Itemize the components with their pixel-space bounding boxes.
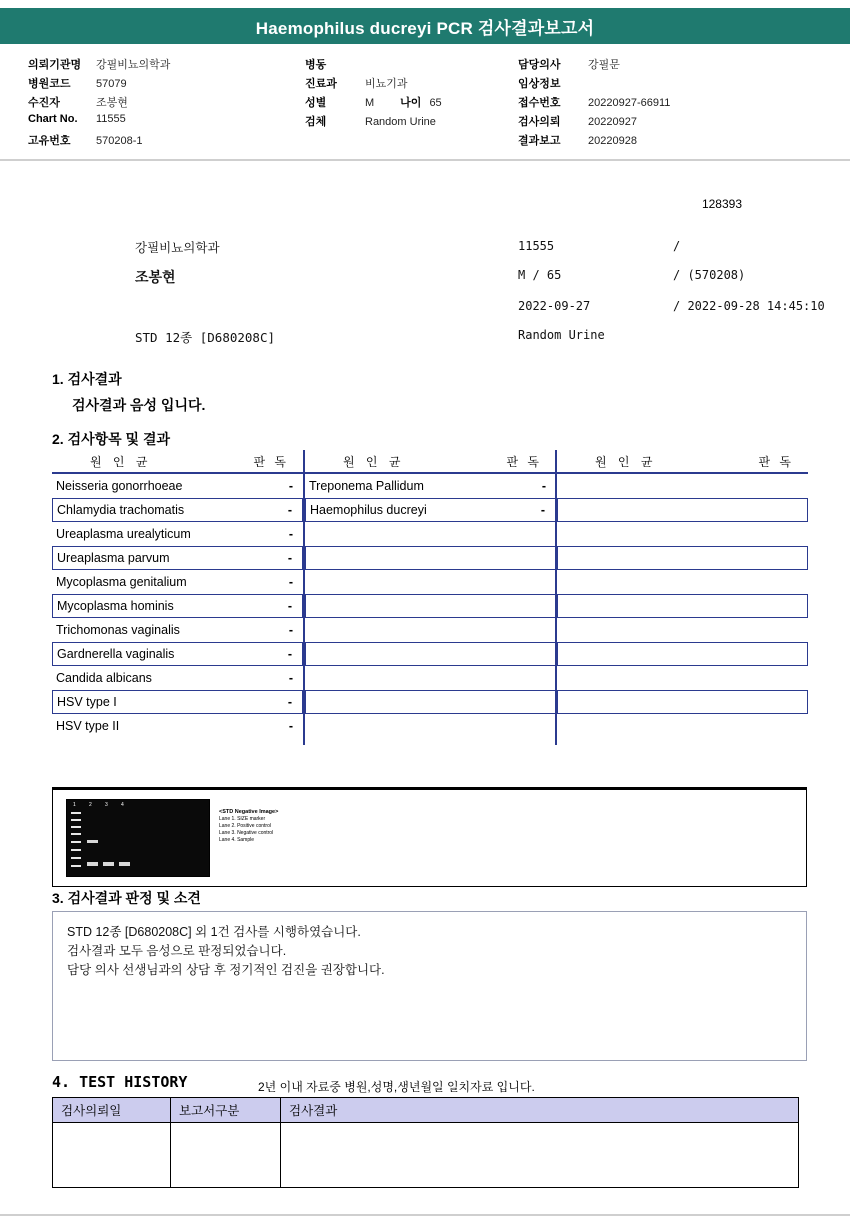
patient-info-column-1 — [28, 56, 170, 151]
table-row — [52, 642, 303, 666]
gel-band-primer — [103, 862, 114, 866]
gel-caption-line: Lane 4. Sample — [219, 837, 255, 843]
opinion-box — [52, 911, 807, 1061]
info-value: 20220927 — [588, 116, 637, 128]
history-column-header: 보고서구분 — [171, 1098, 281, 1123]
summary-request-date: 2022-09-27 — [518, 299, 591, 313]
organism-result: - — [287, 695, 292, 709]
gel-band-primer — [87, 862, 98, 866]
organism-name: Candida albicans — [56, 671, 152, 685]
info-value: 비뇨기과 — [365, 78, 408, 90]
page-title: Haemophilus ducreyi PCR 검사결과보고서 — [255, 18, 595, 38]
table-row — [557, 522, 808, 546]
results-table — [52, 450, 809, 745]
gel-caption-line: Lane 2. Positive control — [219, 823, 271, 829]
info-label: 수진자 — [28, 97, 60, 109]
table-row — [557, 546, 808, 570]
results-column-header — [305, 450, 556, 474]
table-row — [305, 546, 556, 570]
summary-department: 강필비뇨의학과 — [135, 241, 220, 255]
summary-report-datetime: / 2022-09-28 14:45:10 — [673, 299, 825, 313]
organism-result: - — [541, 479, 546, 493]
section-4-note: 2년 이내 자료중 병원,성명,생년월일 일치자료 입니다. — [258, 1080, 535, 1094]
gel-lane-label: 1 — [73, 802, 76, 808]
results-column-1 — [52, 450, 303, 738]
table-row — [52, 498, 303, 522]
info-label: 의뢰기관명 — [28, 59, 82, 71]
info-label: 검체 — [305, 116, 327, 128]
info-label: 검사의뢰 — [518, 116, 561, 128]
gel-band-positive — [87, 840, 98, 843]
history-cell — [281, 1123, 799, 1188]
table-row — [305, 618, 556, 642]
age-value: 65 — [429, 97, 442, 109]
table-row — [557, 714, 808, 738]
info-value: 강필비뇨의학과 — [96, 59, 171, 71]
info-label: Chart No. — [28, 113, 78, 125]
opinion-line: STD 12종 [D680208C] 외 1건 검사를 시행하였습니다. — [67, 925, 361, 939]
history-cell — [53, 1123, 171, 1188]
info-label: 결과보고 — [518, 135, 561, 147]
table-row — [557, 498, 808, 522]
section-2-title: 2. 검사항목 및 결과 — [52, 431, 171, 447]
organism-name: Treponema Pallidum — [309, 479, 424, 493]
info-value: M — [365, 97, 375, 109]
gel-lane-label: 2 — [89, 802, 92, 808]
table-row — [557, 690, 808, 714]
table-row — [52, 474, 303, 498]
info-label: 병원코드 — [28, 78, 71, 90]
organism-result: - — [288, 671, 293, 685]
info-value: 강필문 — [588, 59, 620, 71]
patient-info-block — [0, 44, 850, 161]
gel-lane-label: 4 — [121, 802, 124, 808]
organism-result: - — [287, 551, 292, 565]
section-4-title: 4. TEST HISTORY — [52, 1073, 188, 1091]
organism-result: - — [288, 479, 293, 493]
table-row — [305, 642, 556, 666]
table-row — [305, 498, 556, 522]
info-value: 57079 — [96, 78, 127, 90]
table-row — [52, 618, 303, 642]
info-row — [518, 94, 671, 109]
info-label: 임상정보 — [518, 78, 561, 90]
header-reading: 판 독 — [253, 454, 289, 469]
table-row — [305, 570, 556, 594]
info-row — [518, 75, 670, 90]
organism-result: - — [288, 527, 293, 541]
info-value: 20220928 — [588, 135, 637, 147]
organism-result: - — [287, 503, 292, 517]
info-row — [28, 94, 170, 109]
info-label: 담당의사 — [518, 59, 561, 71]
table-row — [305, 594, 556, 618]
info-row — [518, 113, 670, 128]
info-value: Random Urine — [365, 116, 436, 128]
table-row — [305, 474, 556, 498]
table-row — [305, 522, 556, 546]
patient-info-column-2 — [305, 56, 442, 132]
table-row — [557, 618, 808, 642]
results-column-2 — [305, 450, 556, 738]
table-row — [52, 570, 303, 594]
organism-name: Neisseria gonorrhoeae — [56, 479, 183, 493]
info-row-sex-age — [305, 94, 442, 109]
organism-name: Trichomonas vaginalis — [56, 623, 180, 637]
table-row — [52, 594, 303, 618]
organism-name: Ureaplasma urealyticum — [56, 527, 191, 541]
age-label: 나이 — [400, 97, 422, 109]
organism-name: Gardnerella vaginalis — [57, 647, 175, 661]
section-1-result-text: 검사결과 음성 입니다. — [72, 397, 206, 413]
summary-test-code: STD 12종 [D680208C] — [135, 330, 276, 345]
header-reading: 판 독 — [506, 454, 542, 469]
results-column-3 — [557, 450, 808, 738]
organism-result: - — [540, 503, 545, 517]
info-row — [518, 56, 670, 71]
table-row — [52, 690, 303, 714]
info-value: 570208-1 — [96, 135, 143, 147]
gel-caption — [217, 808, 341, 845]
summary-birth: / (570208) — [673, 268, 746, 282]
table-row — [557, 594, 808, 618]
organism-name: Haemophilus ducreyi — [310, 503, 427, 517]
info-value: 11555 — [96, 113, 126, 125]
organism-result: - — [287, 599, 292, 613]
organism-name: Mycoplasma genitalium — [56, 575, 187, 589]
table-row — [557, 474, 808, 498]
info-row — [28, 132, 170, 147]
history-cell — [171, 1123, 281, 1188]
header-reading: 판 독 — [758, 454, 794, 469]
info-row — [28, 113, 170, 125]
table-row — [52, 546, 303, 570]
table-row — [52, 714, 303, 738]
header-organism: 원 인 균 — [90, 454, 152, 469]
history-column-header: 검사결과 — [281, 1098, 799, 1123]
section-3-title: 3. 검사결과 판정 및 소견 — [52, 890, 201, 906]
header-organism: 원 인 균 — [343, 454, 405, 469]
gel-image-panel — [52, 787, 807, 887]
summary-specimen: Random Urine — [518, 328, 605, 342]
results-column-header — [52, 450, 303, 474]
gel-caption-line: Lane 3. Negative control — [219, 830, 274, 836]
info-row — [305, 113, 442, 128]
organism-name: Mycoplasma hominis — [57, 599, 174, 613]
organism-result: - — [288, 623, 293, 637]
table-row — [557, 642, 808, 666]
results-column-header — [557, 450, 808, 474]
table-row — [305, 690, 556, 714]
organism-name: Chlamydia trachomatis — [57, 503, 185, 517]
organism-name: Ureaplasma parvum — [57, 551, 170, 565]
gel-caption-title: <STD Negative Image> — [219, 809, 279, 815]
gel-electrophoresis-image — [66, 799, 279, 877]
gel-lane-label: 3 — [105, 802, 108, 808]
opinion-line: 검사결과 모두 음성으로 판정되었습니다. — [67, 944, 287, 958]
table-row — [557, 570, 808, 594]
summary-sex-age: M / 65 — [518, 268, 562, 282]
info-label: 진료과 — [305, 78, 337, 90]
info-row — [28, 56, 171, 71]
info-row — [518, 132, 670, 147]
summary-separator: / — [673, 239, 681, 253]
table-row — [52, 522, 303, 546]
organism-name: HSV type I — [57, 695, 117, 709]
info-row — [28, 75, 170, 90]
header-organism: 원 인 균 — [595, 454, 657, 469]
patient-info-column-3 — [518, 56, 670, 151]
organism-result: - — [288, 719, 293, 733]
table-row — [557, 666, 808, 690]
gel-caption-line: Lane 1. SIZE marker — [219, 816, 266, 822]
history-column-header: 검사의뢰일 — [53, 1098, 171, 1123]
info-value: 20220927-66911 — [588, 97, 671, 109]
info-value: 조봉현 — [96, 97, 128, 109]
info-label: 병동 — [305, 59, 327, 71]
summary-chart-no: 11555 — [518, 239, 555, 253]
summary-patient-name: 조봉현 — [135, 269, 176, 285]
info-label: 성별 — [305, 97, 327, 109]
test-history-table — [52, 1097, 799, 1188]
report-title-bar — [0, 8, 850, 44]
footer-divider — [0, 1214, 850, 1216]
organism-name: HSV type II — [56, 719, 120, 733]
table-row — [52, 666, 303, 690]
report-id: 128393 — [701, 197, 742, 211]
table-row — [53, 1123, 799, 1188]
gel-band-primer — [119, 862, 130, 866]
gel-size-marker-lane — [71, 810, 81, 872]
info-row — [305, 56, 442, 71]
table-row — [305, 714, 556, 738]
opinion-line: 담당 의사 선생님과의 상담 후 정기적인 검진을 권장합니다. — [67, 963, 385, 977]
section-1-title: 1. 검사결과 — [52, 371, 122, 387]
table-row — [305, 666, 556, 690]
info-label: 고유번호 — [28, 135, 71, 147]
info-label: 접수번호 — [518, 97, 561, 109]
table-header-row — [53, 1098, 799, 1123]
organism-result: - — [287, 647, 292, 661]
info-row — [305, 75, 442, 90]
organism-result: - — [288, 575, 293, 589]
